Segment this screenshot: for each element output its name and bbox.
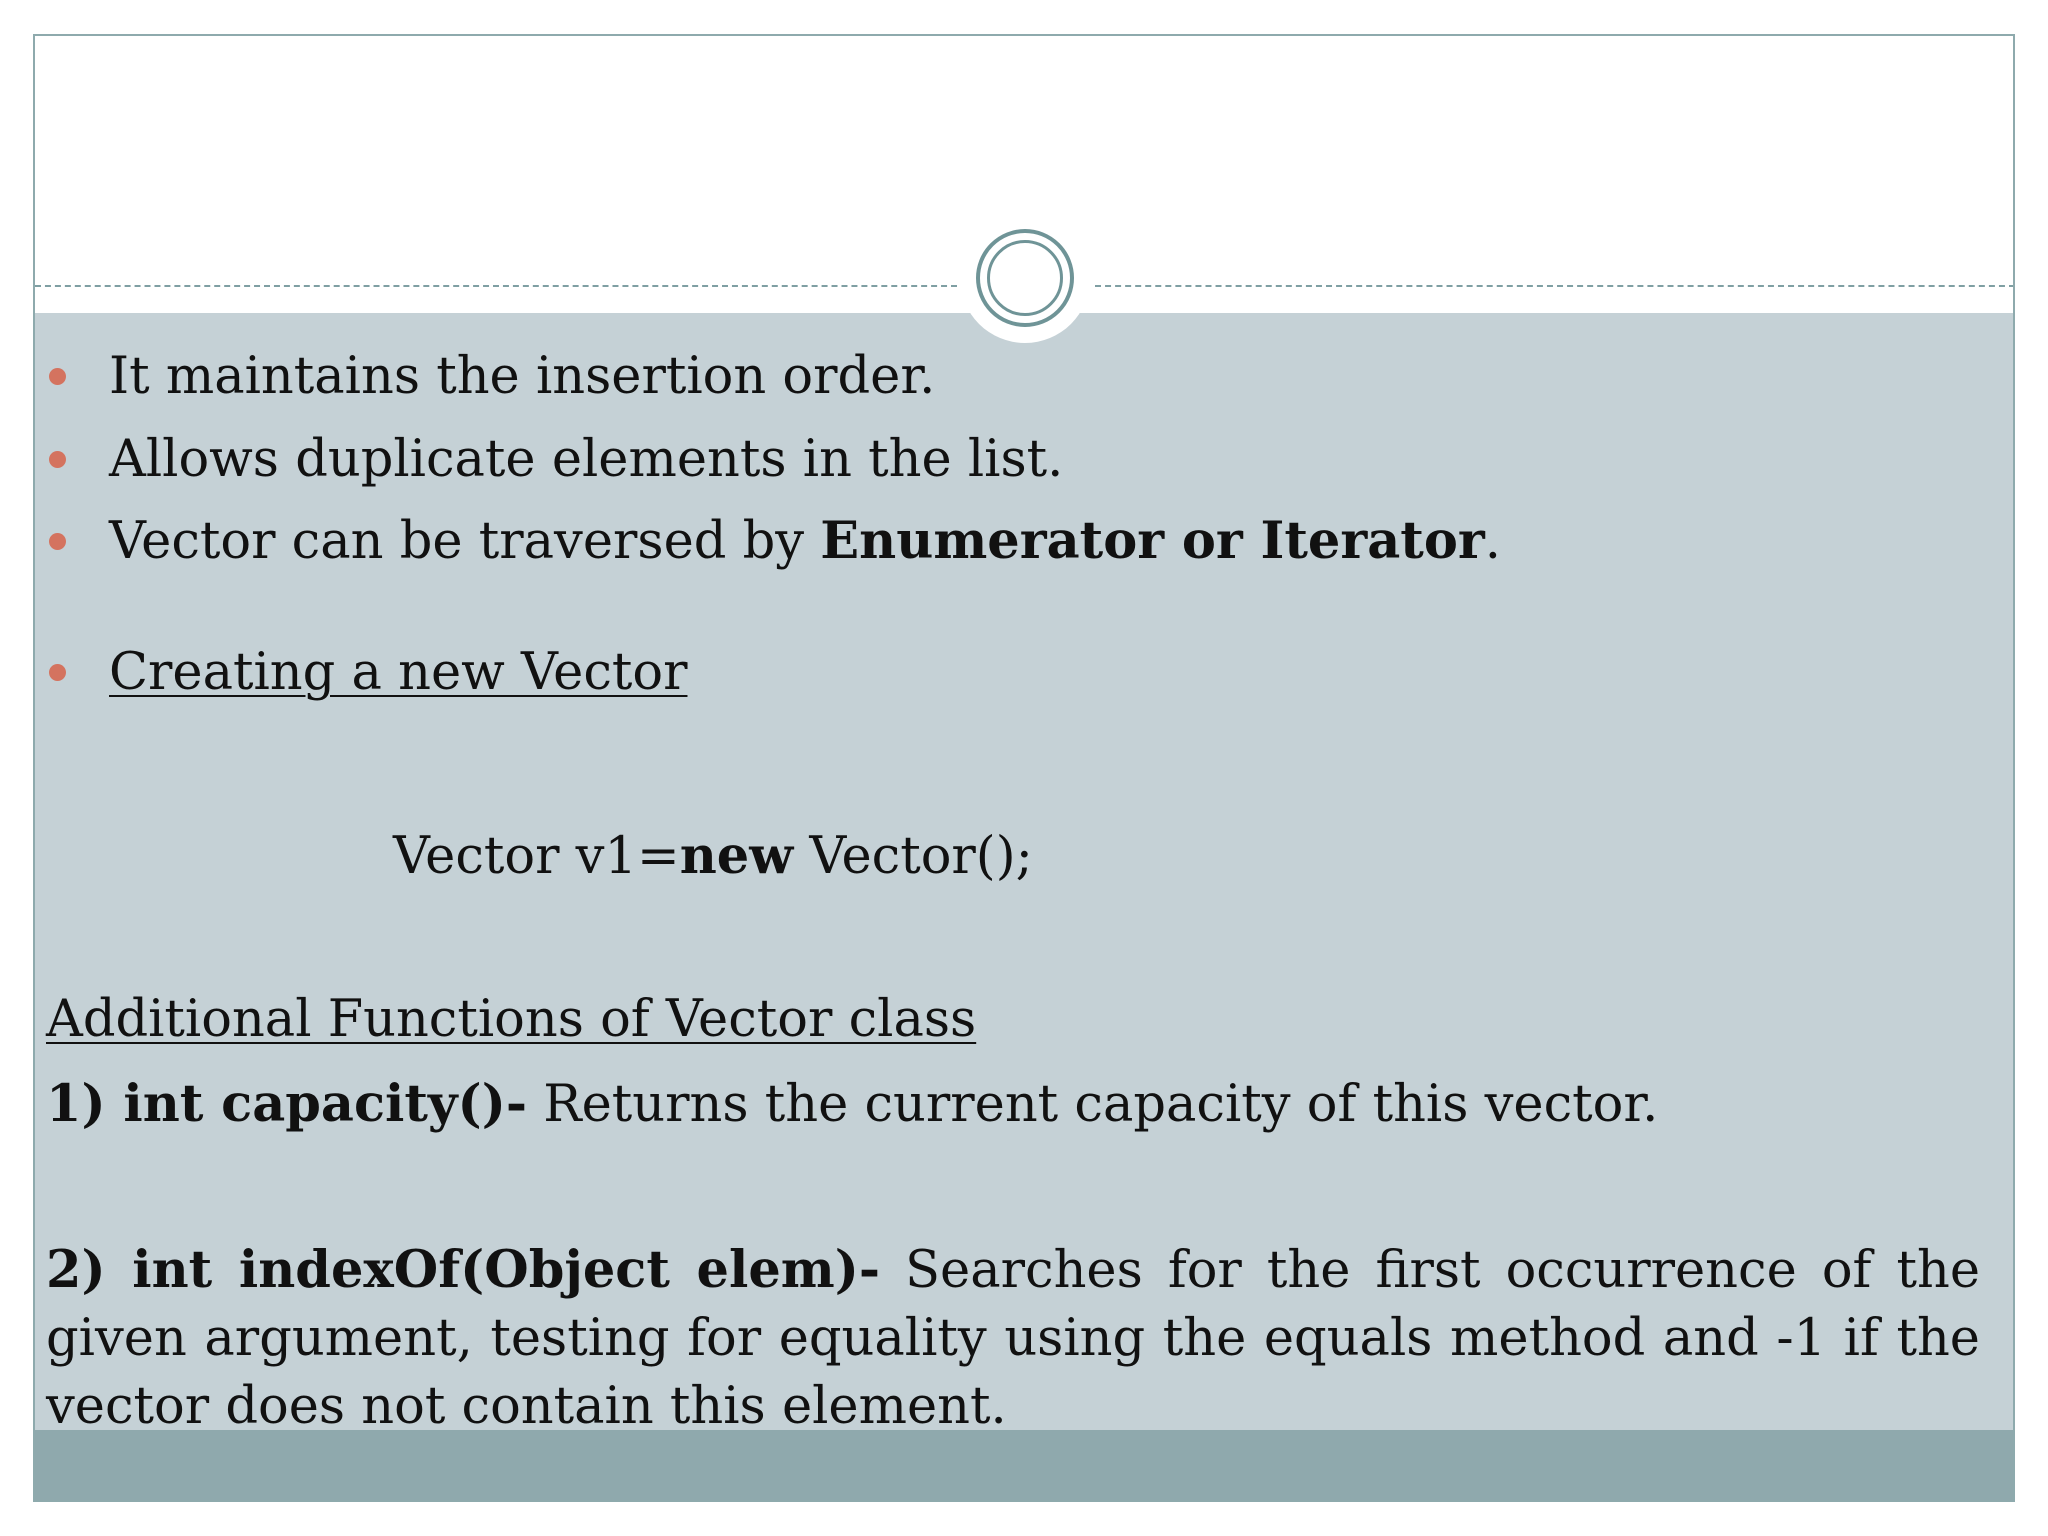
bullet-icon	[49, 664, 66, 681]
function-signature: 2) int indexOf(Object elem)-	[46, 1240, 881, 1300]
bullet-item-duplicates	[49, 429, 1063, 489]
function-description: Returns the current capacity of this vector.	[527, 1075, 1659, 1134]
function-description: Searches for the first occurrence of the given argument, testing for equality using the equals method and -1 if the vector does not contain this element.	[46, 1241, 1981, 1436]
circle-ornament-icon	[976, 229, 1074, 327]
divider-line-right	[1095, 285, 2015, 287]
additional-functions-heading: Additional Functions of Vector class	[46, 990, 977, 1049]
bullet-item-insertion-order	[49, 346, 935, 406]
section-heading-creating-vector: Creating a new Vector	[109, 642, 688, 702]
bullet-text-bold: Enumerator or Iterator	[820, 511, 1485, 571]
divider-line-left	[35, 285, 957, 287]
bullet-icon	[49, 368, 66, 385]
bullet-icon	[49, 533, 66, 550]
code-pre: Vector v1=	[393, 827, 680, 886]
circle-ornament-inner	[987, 240, 1063, 316]
bullet-text-pre: Vector can be traversed by	[109, 512, 821, 571]
bullet-item-creating-vector	[49, 642, 687, 702]
function-indexof	[46, 1236, 1980, 1441]
bullet-text: Allows duplicate elements in the list.	[109, 429, 1064, 489]
bullet-item-traversal	[49, 511, 1501, 571]
function-signature: 1) int capacity()-	[46, 1074, 527, 1134]
function-capacity	[46, 1074, 1658, 1134]
bullet-text-post: .	[1484, 512, 1501, 571]
code-keyword: new	[679, 826, 794, 886]
slide	[33, 34, 2015, 1502]
bullet-text: It maintains the insertion order.	[109, 346, 936, 406]
bullet-icon	[49, 451, 66, 468]
code-line-vector-creation	[393, 826, 1033, 886]
code-post: Vector();	[793, 827, 1033, 886]
bullet-text	[109, 511, 1501, 571]
